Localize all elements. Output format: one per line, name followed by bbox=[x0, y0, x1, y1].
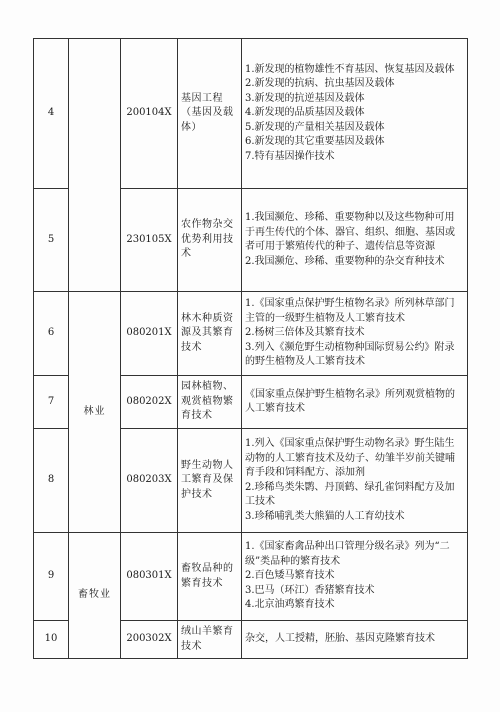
desc-line: 7.特有基因操作技术 bbox=[245, 150, 335, 162]
row-number: 4 bbox=[34, 39, 69, 189]
desc-line: 杂交，人工授精，胚胎、基因克隆繁育技术 bbox=[245, 633, 435, 645]
tech-description bbox=[242, 39, 468, 189]
desc-line: 2.我国濒危、珍稀、重要物种的杂交育种技术 bbox=[245, 255, 445, 267]
desc-line: 2.杨树三倍体及其繁育技术 bbox=[245, 327, 365, 339]
row-number: 10 bbox=[34, 621, 69, 659]
row-number: 6 bbox=[34, 292, 69, 376]
desc-line: 5.新发现的产量相关基因及载体 bbox=[245, 121, 385, 133]
category-cell-empty bbox=[69, 39, 121, 292]
desc-line: 3.新发现的抗逆基因及载体 bbox=[245, 92, 365, 104]
desc-line: 1.我国濒危、珍稀、重要物种以及这些物种可用于再生传代的个体、器官、组织、细胞、基因或者可用于繁殖传代的种子、遗传信息等资源 bbox=[245, 212, 455, 252]
desc-line: 4.北京油鸡繁育技术 bbox=[245, 599, 335, 611]
desc-line: 6.新发现的其它重要基因及载体 bbox=[245, 136, 385, 148]
desc-line: 1.列入《国家重点保护野生动物名录》野生陆生动物的人工繁育技术及幼子、幼雏半岁前关键哺育手段和饲料配方、添加剂 bbox=[245, 438, 455, 478]
tech-code: 080201X bbox=[121, 292, 178, 376]
table-row bbox=[34, 533, 468, 621]
technology-table bbox=[33, 38, 468, 659]
tech-name: 农作物杂交优势利用技术 bbox=[178, 189, 242, 292]
category-forestry: 林业 bbox=[69, 292, 121, 533]
row-number: 5 bbox=[34, 189, 69, 292]
table-row bbox=[34, 292, 468, 376]
tech-description bbox=[242, 533, 468, 621]
tech-description bbox=[242, 376, 468, 429]
category-animal-husbandry: 畜牧业 bbox=[69, 533, 121, 659]
desc-line: 2.百色矮马繁育技术 bbox=[245, 570, 335, 582]
tech-name: 基因工程（基因及载体） bbox=[178, 39, 242, 189]
desc-line: 1.《国家畜禽品种出口管理分级名录》列为“二级”类品种的繁育技术 bbox=[245, 541, 450, 567]
tech-name: 野生动物人工繁育及保护技术 bbox=[178, 429, 242, 533]
tech-code: 080203X bbox=[121, 429, 178, 533]
desc-line: 2.珍稀鸟类朱鹮、丹顶鹤、绿孔雀饲料配方及加工技术 bbox=[245, 481, 455, 507]
tech-name: 畜牧品种的繁育技术 bbox=[178, 533, 242, 621]
tech-description bbox=[242, 429, 468, 533]
tech-code: 080202X bbox=[121, 376, 178, 429]
tech-code: 200302X bbox=[121, 621, 178, 659]
row-number: 7 bbox=[34, 376, 69, 429]
desc-line: 3.列入《濒危野生动植物种国际贸易公约》附录的野生植物及人工繁育技术 bbox=[245, 341, 455, 368]
desc-line: 2.新发现的抗病、抗虫基因及载体 bbox=[245, 78, 395, 90]
tech-name: 园林植物、观赏植物繁育技术 bbox=[178, 376, 242, 429]
desc-line: 4.新发现的品质基因及载体 bbox=[245, 107, 365, 119]
tech-description bbox=[242, 621, 468, 659]
tech-description bbox=[242, 292, 468, 376]
desc-line: 1.《国家重点保护野生植物名录》所列林草部门主管的一级野生植物及人工繁育技术 bbox=[245, 298, 455, 324]
row-number: 8 bbox=[34, 429, 69, 533]
technology-table-wrapper bbox=[33, 38, 467, 659]
tech-code: 200104X bbox=[121, 39, 178, 189]
tech-code: 080301X bbox=[121, 533, 178, 621]
tech-description bbox=[242, 189, 468, 292]
tech-code: 230105X bbox=[121, 189, 178, 292]
row-number: 9 bbox=[34, 533, 69, 621]
desc-line: 3.珍稀哺乳类大熊猫的人工育幼技术 bbox=[245, 510, 405, 522]
tech-name: 绒山羊繁育技术 bbox=[178, 621, 242, 659]
desc-line: 3.巴马（环江）香猪繁育技术 bbox=[245, 584, 375, 596]
desc-line: 1.新发现的植物雄性不育基因、恢复基因及载体 bbox=[245, 63, 455, 75]
desc-line: 《国家重点保护野生植物名录》所列观赏植物的人工繁育技术 bbox=[245, 388, 455, 414]
tech-name: 林木种质资源及其繁育技术 bbox=[178, 292, 242, 376]
table-row bbox=[34, 39, 468, 189]
